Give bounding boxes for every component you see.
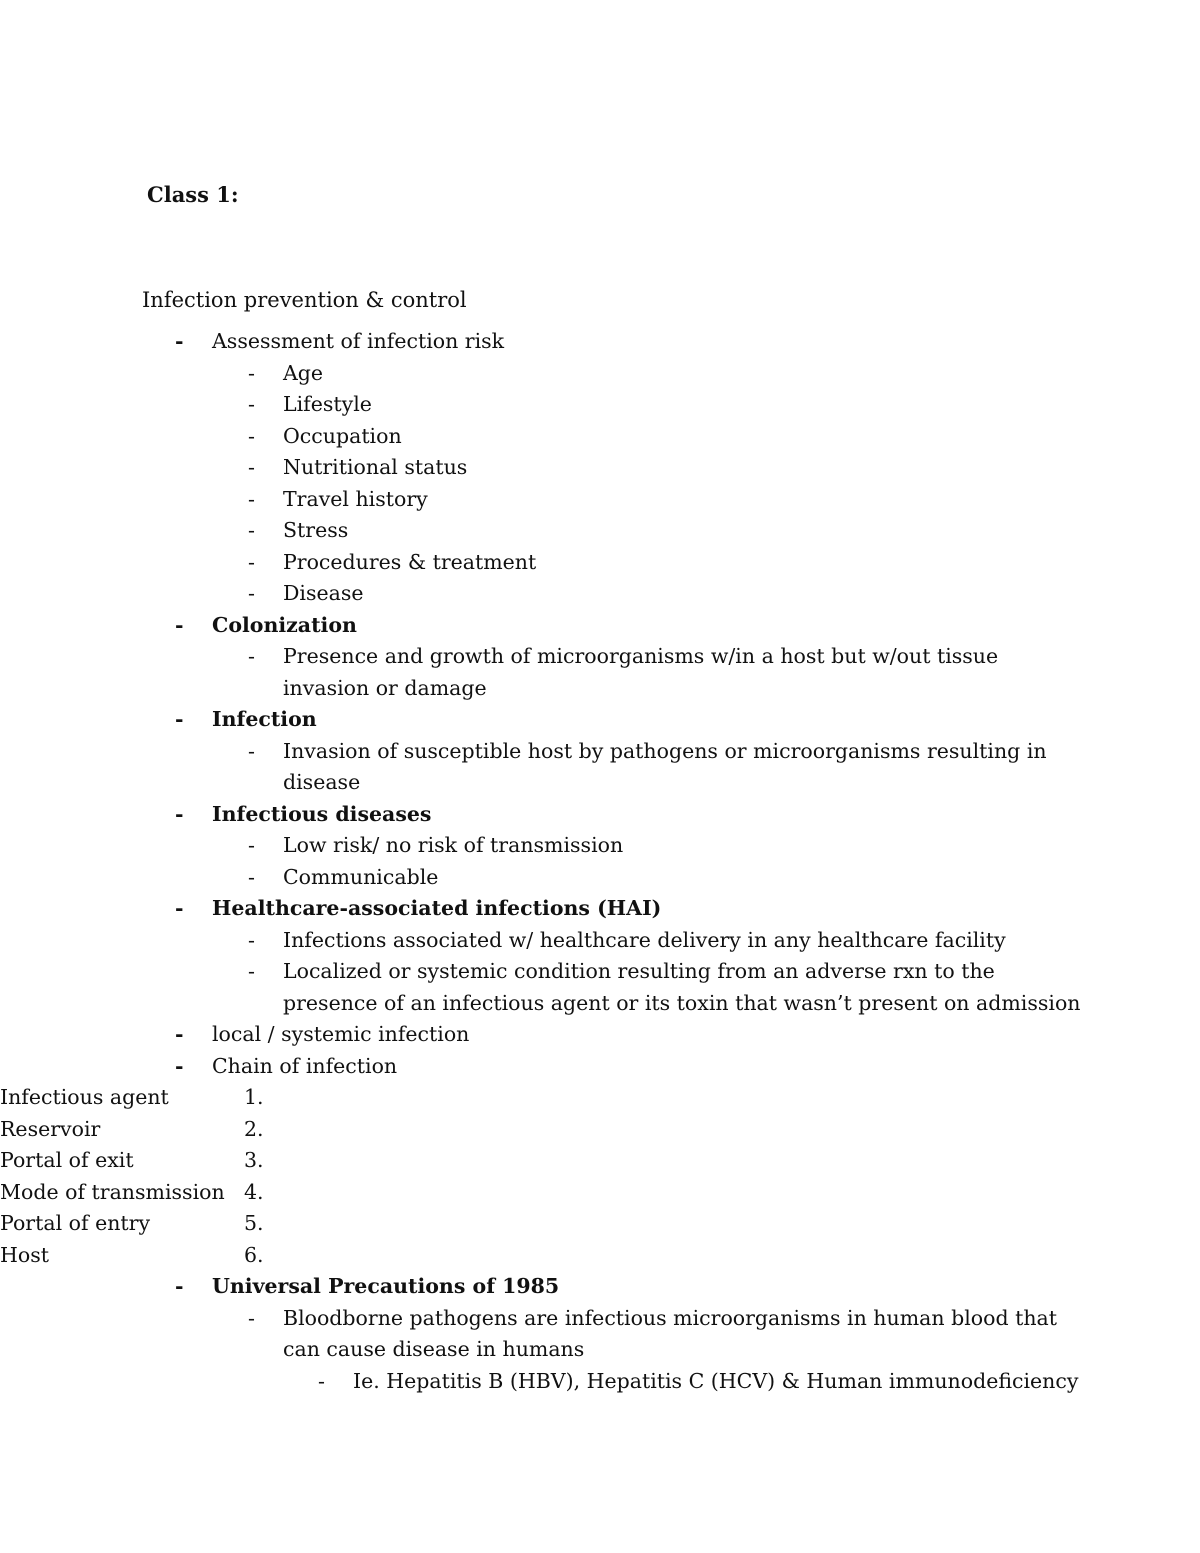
bullet-dash: - <box>248 959 255 983</box>
outline-item-text: invasion or damage <box>283 675 487 700</box>
outline-item <box>0 862 1200 894</box>
outline-item-text: Ie. Hepatitis B (HBV), Hepatitis C (HCV) & Human immunodeficiency <box>353 1368 1079 1393</box>
outline-item-text: Communicable <box>283 864 439 889</box>
outline-item <box>0 799 1200 831</box>
bullet-dash: - <box>175 329 184 353</box>
list-number: 4. <box>244 1179 264 1204</box>
outline-item <box>0 893 1200 925</box>
outline-item-text: Infection <box>212 707 317 731</box>
outline-item <box>0 1019 1200 1051</box>
outline-item-text: Host <box>0 1242 49 1267</box>
outline-item-text: Reservoir <box>0 1116 101 1141</box>
outline-item <box>0 515 1200 547</box>
bullet-dash: - <box>248 455 255 479</box>
outline-item-text: Assessment of infection risk <box>212 329 505 353</box>
outline-item-text: Age <box>283 360 324 385</box>
outline-item-text: Low risk/ no risk of transmission <box>283 833 624 857</box>
outline-item-text: Portal of exit <box>0 1148 134 1172</box>
bullet-dash: - <box>248 423 255 448</box>
outline-item-text: Mode of transmission <box>0 1179 225 1204</box>
outline-item <box>0 1177 1200 1209</box>
outline-item-text: Infectious diseases <box>212 801 432 826</box>
bullet-dash: - <box>248 927 255 952</box>
outline-item <box>0 1208 1200 1240</box>
bullet-dash: - <box>175 1022 184 1046</box>
outline-item-text: Chain of infection <box>212 1053 398 1078</box>
outline-item-text: local / systemic infection <box>212 1022 470 1046</box>
outline-item <box>0 736 1200 768</box>
bullet-dash: - <box>248 738 255 763</box>
bullet-dash: - <box>175 1053 184 1078</box>
outline-item-text: Localized or systemic condition resulting from an adverse rxn to the <box>283 959 995 983</box>
outline-item <box>0 484 1200 516</box>
outline-item-text: Disease <box>283 581 364 605</box>
outline-item <box>0 452 1200 484</box>
outline-item-text: Universal Precautions of 1985 <box>212 1274 560 1298</box>
outline-item <box>0 1366 1200 1398</box>
outline-item <box>0 830 1200 862</box>
page-heading: Class 1: <box>147 182 239 207</box>
outline-item <box>0 673 1200 705</box>
bullet-dash: - <box>248 833 255 857</box>
outline-item <box>0 767 1200 799</box>
list-number: 5. <box>244 1211 264 1235</box>
bullet-dash: - <box>175 801 184 826</box>
bullet-dash: - <box>248 518 255 542</box>
outline-item <box>0 421 1200 453</box>
outline-item-text: Lifestyle <box>283 392 372 416</box>
bullet-dash: - <box>175 896 184 920</box>
outline-item-text: presence of an infectious agent or its toxin that wasn’t present on admission <box>283 990 1081 1015</box>
outline-item-text: Portal of entry <box>0 1211 151 1235</box>
outline-item-text: can cause disease in humans <box>283 1337 585 1361</box>
outline-item <box>0 704 1200 736</box>
bullet-dash: - <box>248 486 255 511</box>
list-number: 2. <box>244 1116 264 1141</box>
outline-item-text: Colonization <box>212 612 357 637</box>
outline-item-text: Presence and growth of microorganisms w/in a host but w/out tissue <box>283 644 999 668</box>
outline-item <box>0 1271 1200 1303</box>
outline-item <box>0 1114 1200 1146</box>
outline-item-text: Bloodborne pathogens are infectious microorganisms in human blood that <box>283 1305 1057 1330</box>
bullet-dash: - <box>175 1274 184 1298</box>
outline-item-text: Occupation <box>283 423 402 448</box>
outline-item <box>0 1145 1200 1177</box>
outline-item <box>0 358 1200 390</box>
outline-item <box>0 578 1200 610</box>
outline-item-text: Nutritional status <box>283 455 468 479</box>
list-number: 6. <box>244 1242 264 1267</box>
outline-list <box>0 326 1200 1397</box>
outline-item-text: disease <box>283 770 361 794</box>
bullet-dash: - <box>248 644 255 668</box>
bullet-dash: - <box>175 612 184 637</box>
outline-item <box>0 956 1200 988</box>
outline-item-text: Invasion of susceptible host by pathogens or microorganisms resulting in <box>283 738 1047 763</box>
outline-item-text: Infections associated w/ healthcare delivery in any healthcare facility <box>283 927 1006 952</box>
outline-item <box>0 1303 1200 1335</box>
outline-item <box>0 988 1200 1020</box>
bullet-dash: - <box>248 581 255 605</box>
bullet-dash: - <box>248 864 255 889</box>
list-number: 1. <box>244 1085 264 1109</box>
section-title: Infection prevention & control <box>142 288 467 312</box>
bullet-dash: - <box>248 549 255 574</box>
bullet-dash: - <box>175 707 184 731</box>
outline-item <box>0 1334 1200 1366</box>
outline-item <box>0 641 1200 673</box>
outline-item <box>0 610 1200 642</box>
bullet-dash: - <box>248 360 255 385</box>
outline-item-text: Procedures & treatment <box>283 549 537 574</box>
outline-item <box>0 1082 1200 1114</box>
outline-item <box>0 326 1200 358</box>
outline-item-text: Infectious agent <box>0 1085 169 1109</box>
outline-item <box>0 925 1200 957</box>
outline-item <box>0 547 1200 579</box>
bullet-dash: - <box>248 1305 255 1330</box>
outline-item-text: Stress <box>283 518 349 542</box>
outline-item <box>0 389 1200 421</box>
outline-item-text: Travel history <box>283 486 428 511</box>
bullet-dash: - <box>248 392 255 416</box>
bullet-dash: - <box>318 1368 325 1393</box>
outline-item-text: Healthcare-associated infections (HAI) <box>212 896 662 920</box>
list-number: 3. <box>244 1148 264 1172</box>
outline-item <box>0 1240 1200 1272</box>
outline-item <box>0 1051 1200 1083</box>
